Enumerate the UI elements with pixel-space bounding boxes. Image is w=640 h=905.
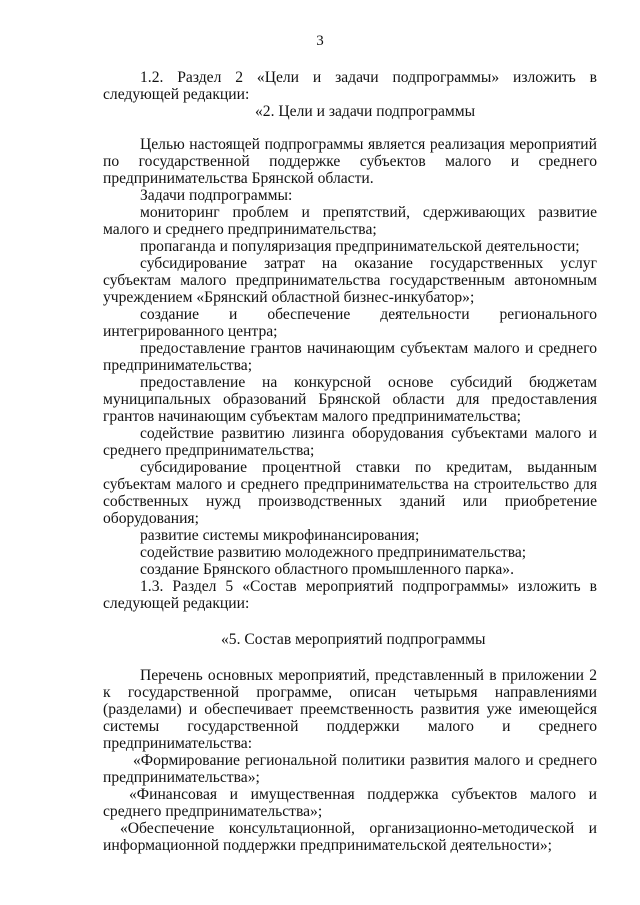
document-body bbox=[103, 69, 597, 854]
paragraph: Задачи подпрограммы: bbox=[140, 187, 293, 204]
paragraph: мониторинг проблем и препятствий, сдерживающих развитие малого и среднего предпринимательства; bbox=[103, 204, 597, 238]
paragraph: «Финансовая и имущественная поддержка субъектов малого и среднего предпринимательства»; bbox=[103, 786, 597, 820]
paragraph: развитие системы микрофинансирования; bbox=[140, 527, 420, 544]
paragraph: субсидирование затрат на оказание государственных услуг субъектам малого предпринимательства государственным автономным учреждением «Брянский областной бизнес-инкубатор»; bbox=[103, 255, 597, 306]
section-heading: «5. Состав мероприятий подпрограммы bbox=[221, 631, 486, 648]
paragraph: 1.2. Раздел 2 «Цели и задачи подпрограммы» изложить в следующей редакции: bbox=[103, 69, 597, 103]
paragraph: предоставление грантов начинающим субъектам малого и среднего предпринимательства; bbox=[103, 340, 597, 374]
paragraph: создание и обеспечение деятельности регионального интегрированного центра; bbox=[103, 306, 597, 340]
paragraph: Перечень основных мероприятий, представленный в приложении 2 к государственной программе, описан четырьмя направлениями (разделами) и обеспечивает преемственность развития уже имеющейся системы государственной поддержки малого и среднего предпринимательства: bbox=[103, 667, 597, 752]
blank-line bbox=[103, 612, 597, 631]
paragraph: «Обеспечение консультационной, организационно-методической и информационной поддержки предпринимательской деятельности»; bbox=[103, 820, 597, 854]
blank-line bbox=[103, 648, 597, 667]
paragraph: «Формирование региональной политики развития малого и среднего предпринимательства»; bbox=[103, 752, 597, 786]
paragraph: 1.3. Раздел 5 «Состав мероприятий подпрограммы» изложить в следующей редакции: bbox=[103, 578, 597, 612]
paragraph: пропаганда и популяризация предпринимательской деятельности; bbox=[140, 238, 580, 255]
paragraph: создание Брянского областного промышленного парка». bbox=[140, 561, 514, 578]
paragraph: субсидирование процентной ставки по кредитам, выданным субъектам малого и среднего предпринимательства на строительство для собственных нужд производственных зданий или приобретение оборудования; bbox=[103, 459, 597, 527]
paragraph: содействие развитию молодежного предпринимательства; bbox=[140, 544, 527, 561]
page-number: 3 bbox=[316, 33, 324, 49]
paragraph: Целью настоящей подпрограммы является реализация мероприятий по государственной поддержке субъектов малого и среднего предпринимательства Брянской области. bbox=[103, 136, 597, 187]
blank-line bbox=[103, 120, 597, 136]
section-heading: «2. Цели и задачи подпрограммы bbox=[255, 103, 476, 120]
paragraph: содействие развитию лизинга оборудования субъектами малого и среднего предпринимательства; bbox=[103, 425, 597, 459]
paragraph: предоставление на конкурсной основе субсидий бюджетам муниципальных образований Брянской области для предоставления грантов начинающим субъектам малого предпринимательства; bbox=[103, 374, 597, 425]
